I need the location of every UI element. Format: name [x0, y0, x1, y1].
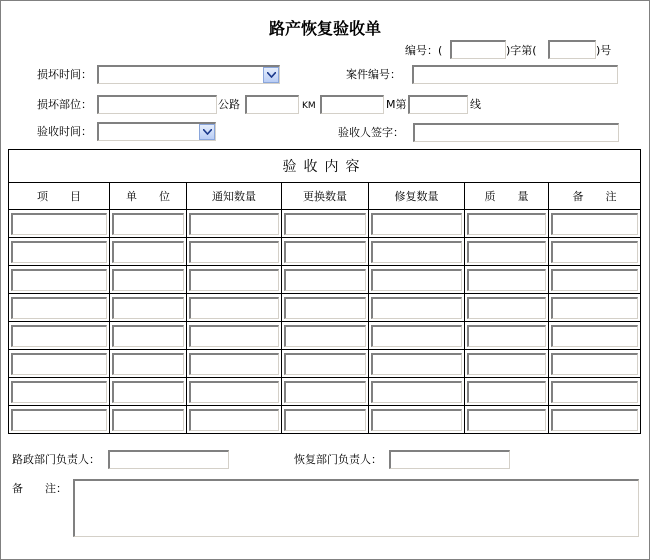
table-cell [282, 266, 369, 294]
table-cell [282, 378, 369, 406]
repaired-qty-input[interactable] [371, 213, 462, 235]
damage-time-dropdown-button[interactable] [263, 67, 279, 83]
table-cell [110, 406, 187, 434]
quality-input[interactable] [467, 325, 546, 347]
table-cell [549, 378, 641, 406]
table-row [9, 266, 641, 294]
remarks-label: 备 注： [12, 482, 67, 495]
table-body [9, 210, 641, 434]
damage-time-select[interactable] [97, 65, 280, 84]
notified-qty-input[interactable] [189, 325, 279, 347]
inspector-sign-input[interactable] [413, 123, 619, 142]
unit-input[interactable] [112, 409, 184, 431]
table-cell [9, 350, 110, 378]
column-header-replaced-qty: 更换数量 [282, 183, 369, 210]
table-row [9, 378, 641, 406]
number-prefix-label: 编号：( [405, 44, 443, 57]
column-header-repaired-qty: 修复数量 [369, 183, 465, 210]
column-header-unit: 单 位 [110, 183, 187, 210]
remarks-input[interactable] [551, 241, 638, 263]
table-cell [549, 350, 641, 378]
item-input[interactable] [11, 297, 107, 319]
table-row [9, 210, 641, 238]
chevron-down-icon [267, 72, 276, 78]
table-cell [369, 406, 465, 434]
quality-input[interactable] [467, 241, 546, 263]
unit-input[interactable] [112, 297, 184, 319]
column-header-remarks: 备 注 [549, 183, 641, 210]
road-admin-label: 路政部门负责人： [12, 453, 100, 466]
repaired-qty-input[interactable] [371, 353, 462, 375]
table-cell [369, 210, 465, 238]
quality-input[interactable] [467, 269, 546, 291]
repaired-qty-input[interactable] [371, 409, 462, 431]
table-cell [282, 406, 369, 434]
repaired-qty-input[interactable] [371, 381, 462, 403]
replaced-qty-input[interactable] [284, 325, 366, 347]
table-cell [9, 238, 110, 266]
table-row [9, 322, 641, 350]
item-input[interactable] [11, 381, 107, 403]
table-cell [9, 378, 110, 406]
table-cell [282, 238, 369, 266]
number-suffix-label: )号 [596, 44, 612, 57]
m-label: M第 [386, 98, 407, 111]
table-header: 验收内容 [9, 150, 641, 183]
km-label: KM [302, 101, 316, 111]
table-cell [465, 378, 549, 406]
table-cell [110, 238, 187, 266]
repaired-qty-input[interactable] [371, 269, 462, 291]
table-cell [187, 322, 282, 350]
road-input[interactable] [245, 95, 299, 114]
damage-location-input[interactable] [97, 95, 217, 114]
table-cell [282, 322, 369, 350]
table-cell [465, 238, 549, 266]
item-input[interactable] [11, 213, 107, 235]
table-cell [282, 350, 369, 378]
chevron-down-icon [203, 129, 212, 135]
notified-qty-input[interactable] [189, 353, 279, 375]
table-cell [187, 294, 282, 322]
replaced-qty-input[interactable] [284, 381, 366, 403]
repaired-qty-input[interactable] [371, 297, 462, 319]
unit-input[interactable] [112, 241, 184, 263]
remarks-input[interactable] [551, 381, 638, 403]
column-header-item: 项 目 [9, 183, 110, 210]
remarks-input[interactable] [551, 353, 638, 375]
table-row [9, 238, 641, 266]
restoration-label: 恢复部门负责人： [294, 453, 382, 466]
table-row [9, 350, 641, 378]
replaced-qty-input[interactable] [284, 269, 366, 291]
case-number-input[interactable] [412, 65, 618, 84]
column-header-quality: 质 量 [465, 183, 549, 210]
item-input[interactable] [11, 269, 107, 291]
table-cell [187, 406, 282, 434]
item-input[interactable] [11, 409, 107, 431]
replaced-qty-input[interactable] [284, 241, 366, 263]
table-cell [465, 322, 549, 350]
table-cell [187, 378, 282, 406]
table-cell [187, 210, 282, 238]
table-cell [369, 378, 465, 406]
item-input[interactable] [11, 353, 107, 375]
table-cell [9, 266, 110, 294]
table-cell [549, 294, 641, 322]
table-cell [465, 210, 549, 238]
km-input[interactable] [320, 95, 384, 114]
table-row [9, 406, 641, 434]
unit-input[interactable] [112, 269, 184, 291]
repaired-qty-input[interactable] [371, 241, 462, 263]
table-cell [110, 322, 187, 350]
column-header-notified-qty: 通知数量 [187, 183, 282, 210]
table-row [9, 294, 641, 322]
item-input[interactable] [11, 241, 107, 263]
table-cell [549, 406, 641, 434]
quality-input[interactable] [467, 353, 546, 375]
table-cell [110, 210, 187, 238]
table-cell [465, 294, 549, 322]
table-cell [549, 238, 641, 266]
notified-qty-input[interactable] [189, 269, 279, 291]
replaced-qty-input[interactable] [284, 353, 366, 375]
table-cell [369, 350, 465, 378]
lane-label: 线 [470, 98, 481, 111]
quality-input[interactable] [467, 213, 546, 235]
road-label: 公路 [218, 98, 240, 111]
replaced-qty-input[interactable] [284, 409, 366, 431]
item-input[interactable] [11, 325, 107, 347]
table-cell [9, 294, 110, 322]
table-cell [9, 210, 110, 238]
table-cell [369, 322, 465, 350]
number-input-1[interactable] [450, 40, 506, 59]
table-cell [549, 266, 641, 294]
table-cell [465, 350, 549, 378]
notified-qty-input[interactable] [189, 381, 279, 403]
table-cell [110, 294, 187, 322]
damage-time-label: 损坏时间： [37, 68, 92, 81]
replaced-qty-input[interactable] [284, 213, 366, 235]
unit-input[interactable] [112, 325, 184, 347]
table-cell [369, 294, 465, 322]
inspection-table [8, 149, 641, 434]
repaired-qty-input[interactable] [371, 325, 462, 347]
remarks-input[interactable] [551, 297, 638, 319]
table-cell [110, 266, 187, 294]
road-admin-input[interactable] [108, 450, 229, 469]
table-cell [282, 294, 369, 322]
table-cell [187, 266, 282, 294]
table-cell [110, 378, 187, 406]
unit-input[interactable] [112, 353, 184, 375]
inspection-time-label: 验收时间： [37, 125, 92, 138]
notified-qty-input[interactable] [189, 213, 279, 235]
table-cell [465, 406, 549, 434]
table-cell [9, 322, 110, 350]
number-input-2[interactable] [548, 40, 596, 59]
inspection-time-dropdown-button[interactable] [199, 124, 215, 140]
form-title: 路产恢复验收单 [268, 19, 381, 38]
table-cell [465, 266, 549, 294]
m-input[interactable] [408, 95, 468, 114]
quality-input[interactable] [467, 409, 546, 431]
remarks-input[interactable] [551, 269, 638, 291]
table-cell [549, 322, 641, 350]
case-number-label: 案件编号： [346, 68, 401, 81]
table-cell [187, 350, 282, 378]
table-cell [282, 210, 369, 238]
table-cell [9, 406, 110, 434]
remarks-input[interactable] [551, 213, 638, 235]
remarks-input[interactable] [551, 409, 638, 431]
quality-input[interactable] [467, 381, 546, 403]
table-cell [369, 266, 465, 294]
replaced-qty-input[interactable] [284, 297, 366, 319]
damage-location-label: 损坏部位： [37, 98, 92, 111]
quality-input[interactable] [467, 297, 546, 319]
table-cell [110, 350, 187, 378]
table-cell [549, 210, 641, 238]
unit-input[interactable] [112, 381, 184, 403]
notified-qty-input[interactable] [189, 297, 279, 319]
number-mid-label: )字第( [506, 44, 537, 57]
notified-qty-input[interactable] [189, 241, 279, 263]
table-cell [187, 238, 282, 266]
remarks-textarea[interactable] [73, 479, 639, 537]
restoration-input[interactable] [389, 450, 510, 469]
unit-input[interactable] [112, 213, 184, 235]
inspection-time-select[interactable] [97, 122, 216, 141]
remarks-input[interactable] [551, 325, 638, 347]
notified-qty-input[interactable] [189, 409, 279, 431]
inspector-sign-label: 验收人签字： [338, 126, 404, 139]
table-cell [369, 238, 465, 266]
